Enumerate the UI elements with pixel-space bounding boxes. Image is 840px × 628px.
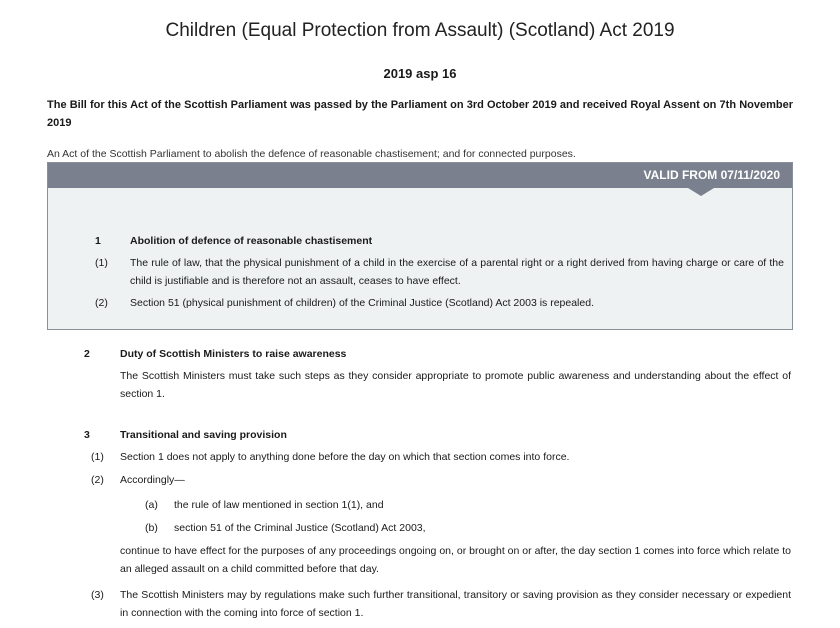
- section-3-number: 3: [84, 429, 90, 441]
- section-3-sub-1-text: Section 1 does not apply to anything done before the day on which that section comes into force.: [120, 451, 570, 463]
- valid-from-label: VALID FROM 07/11/2020: [643, 168, 780, 182]
- section-3-sub-3-number: (3): [91, 589, 104, 601]
- section-1-number: 1: [95, 235, 101, 247]
- section-1-sub-2-text: Section 51 (physical punishment of children) of the Criminal Justice (Scotland) Act 2003 is repealed.: [130, 297, 594, 309]
- section-2-text: The Scottish Ministers must take such steps as they consider appropriate to promote public awareness and understanding about the effect of section 1.: [120, 370, 791, 400]
- section-1-heading: Abolition of defence of reasonable chastisement: [130, 235, 373, 247]
- section-1-sub-1-number: (1): [95, 257, 108, 269]
- section-3-sub-1-number: (1): [91, 451, 104, 463]
- section-3-para-a-text: the rule of law mentioned in section 1(1), and: [174, 499, 384, 511]
- section-3-sub-3-text: The Scottish Ministers may by regulations make such further transitional, transitory or saving provision as they consider necessary or expedient in connection with the coming into force of section 1.: [120, 589, 791, 619]
- section-3-para-b-text: section 51 of the Criminal Justice (Scotland) Act 2003,: [174, 522, 426, 534]
- section-1-sub-2-number: (2): [95, 297, 108, 309]
- valid-from-bar: [48, 163, 792, 188]
- section-3-sub-2-number: (2): [91, 474, 104, 486]
- section-3-para-b-number: (b): [145, 522, 158, 534]
- act-title: Children (Equal Protection from Assault) (Scotland) Act 2019: [165, 20, 675, 41]
- valid-from-pointer-icon: [688, 188, 714, 196]
- section-3-heading: Transitional and saving provision: [120, 429, 287, 441]
- long-title: An Act of the Scottish Parliament to abolish the defence of reasonable chastisement; and for connected purposes.: [47, 148, 576, 160]
- valid-from-panel: [47, 162, 793, 330]
- section-2-number: 2: [84, 348, 90, 360]
- section-3-continuation: continue to have effect for the purposes of any proceedings ongoing on, or brought on or after, the day section 1 comes into force which relate to an alleged assault on a child committed before that day.: [120, 545, 791, 575]
- section-2-heading: Duty of Scottish Ministers to raise awareness: [120, 348, 347, 360]
- passed-statement: The Bill for this Act of the Scottish Parliament was passed by the Parliament on 3rd October 2019 and received Royal Assent on 7th November 2019: [47, 99, 793, 129]
- section-3-sub-2-text: Accordingly—: [120, 474, 185, 486]
- asp-number: 2019 asp 16: [383, 66, 457, 81]
- section-1-sub-1-text: The rule of law, that the physical punishment of a child in the exercise of a parental right or a right derived from having charge or care of the child is justifiable and is therefore not an assault, ceases to have effect.: [130, 257, 784, 287]
- section-3-para-a-number: (a): [145, 499, 158, 511]
